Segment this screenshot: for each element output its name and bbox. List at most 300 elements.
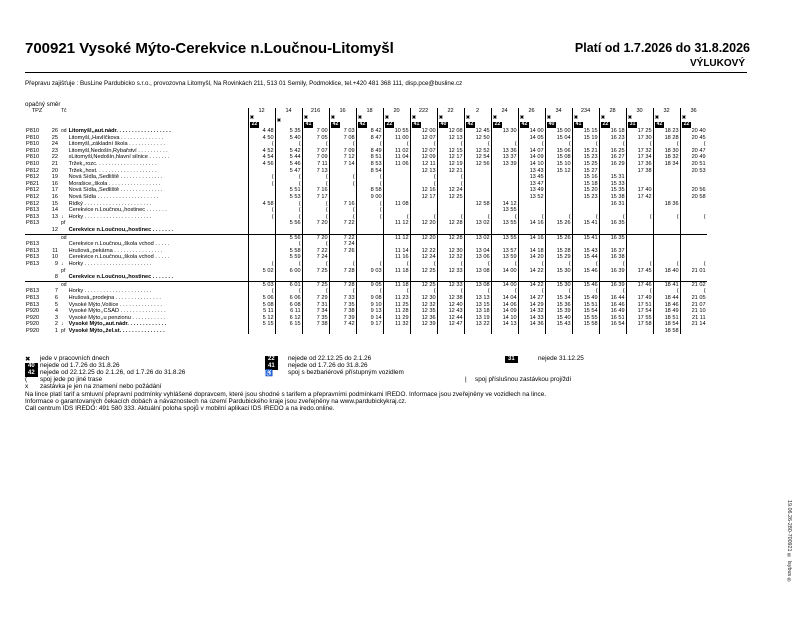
row-marker — [275, 174, 286, 181]
note-41-badge: 41 — [265, 363, 278, 370]
row-marker — [626, 234, 637, 241]
departure-time: 12 21 — [448, 167, 463, 174]
station-name: Litomyšl,,Havlíčkova . . . . . . . . . . . . . . — [68, 135, 249, 142]
departure-time — [367, 274, 384, 281]
row-marker — [491, 187, 502, 194]
row-marker — [410, 321, 421, 328]
departure-time: 12 56 — [475, 161, 490, 168]
row-marker — [383, 135, 394, 142]
row-marker — [545, 301, 556, 308]
table-row — [25, 274, 707, 281]
departure-time: ( — [379, 260, 382, 267]
row-marker — [329, 308, 340, 315]
row-marker — [437, 295, 448, 302]
row-marker — [464, 308, 475, 315]
arr-dep-cell — [60, 227, 68, 234]
row-marker — [329, 267, 340, 274]
arr-dep-cell — [60, 135, 68, 142]
row-marker — [464, 141, 475, 148]
zone-cell — [25, 234, 49, 241]
row-marker — [383, 261, 394, 268]
departure-time — [610, 207, 627, 214]
row-marker — [464, 274, 475, 281]
departure-time — [259, 274, 276, 281]
departure-time: 9 05 — [367, 281, 384, 288]
departure-time: ( — [541, 141, 544, 148]
departure-time: ( — [514, 288, 517, 295]
departure-time: 16 54 — [610, 321, 625, 328]
departure-time — [475, 328, 492, 335]
departure-time: ( — [568, 288, 571, 295]
table-row — [25, 174, 707, 181]
departure-time — [340, 274, 357, 281]
departure-time: 15 27 — [583, 167, 598, 174]
row-marker — [329, 174, 340, 181]
row-marker — [464, 148, 475, 155]
row-marker — [410, 315, 421, 322]
row-marker — [248, 135, 259, 142]
departure-time — [529, 241, 546, 248]
row-marker — [410, 148, 421, 155]
departure-time — [664, 234, 681, 241]
station-name: Cerekvice n.Loučnou,,škola vchod . . . . . — [68, 241, 249, 248]
row-marker — [437, 281, 448, 288]
row-marker — [356, 168, 367, 175]
workdays-icon: ✖ — [492, 115, 498, 121]
departure-time — [421, 241, 438, 248]
trip-number: 16 — [329, 108, 356, 115]
row-marker — [626, 154, 637, 161]
departure-time: 17 54 — [637, 308, 652, 315]
row-marker — [410, 328, 421, 335]
departure-time: ( — [406, 260, 409, 267]
departure-time: 17 40 — [637, 187, 652, 194]
departure-time: 15 43 — [583, 247, 598, 254]
row-marker — [491, 194, 502, 201]
row-marker — [464, 227, 475, 234]
departure-time: 7 13 — [316, 167, 328, 174]
departure-time: 12 35 — [421, 308, 436, 315]
row-marker — [383, 241, 394, 248]
row-marker — [464, 207, 475, 214]
departure-time: ( — [541, 213, 544, 220]
departure-time: ( — [352, 141, 355, 148]
row-marker — [518, 328, 529, 335]
departure-time: ( — [595, 260, 598, 267]
departure-time: 7 31 — [316, 301, 328, 308]
row-marker — [680, 227, 691, 234]
timetable-type: VÝLUKOVÝ — [689, 58, 745, 69]
row-marker — [491, 288, 502, 295]
row-marker — [572, 135, 583, 142]
departure-time: ( — [649, 141, 652, 148]
departure-time: 7 09 — [343, 147, 355, 154]
row-marker — [572, 168, 583, 175]
departure-time: ( — [271, 260, 274, 267]
departure-time: 5 56 — [289, 220, 301, 227]
table-row — [25, 234, 707, 241]
departure-time — [691, 328, 707, 335]
table-row — [25, 148, 707, 155]
row-marker — [275, 194, 286, 201]
row-marker — [275, 135, 286, 142]
row-marker — [599, 207, 610, 214]
row-marker — [410, 308, 421, 315]
departure-time: ( — [379, 180, 382, 187]
departure-time: 12 17 — [421, 194, 436, 201]
zone-cell: P821 — [26, 180, 40, 187]
departure-time: 15 26 — [556, 220, 571, 227]
departure-time: 13 49 — [529, 187, 544, 194]
row-marker — [545, 214, 556, 221]
departure-time: 9 17 — [370, 321, 382, 328]
departure-time: 7 20 — [316, 220, 328, 227]
row-marker — [410, 261, 421, 268]
row-marker — [599, 308, 610, 315]
km-cell — [49, 234, 60, 241]
row-marker — [248, 154, 259, 161]
departure-time: ( — [379, 200, 382, 207]
departure-time: 13 55 — [502, 220, 517, 227]
departure-time: 18 23 — [664, 128, 679, 135]
row-marker — [518, 174, 529, 181]
departure-time: 15 21 — [583, 147, 598, 154]
departure-time: 21 01 — [691, 267, 706, 274]
row-marker — [302, 248, 313, 255]
departure-time: 13 08 — [475, 281, 490, 288]
row-marker — [302, 181, 313, 188]
row-marker — [437, 161, 448, 168]
row-marker — [248, 234, 259, 241]
departure-time: 12 19 — [448, 161, 463, 168]
departure-time: 15 04 — [556, 134, 571, 141]
row-marker — [491, 161, 502, 168]
workdays-icon: ✖ — [681, 115, 687, 121]
row-marker — [356, 315, 367, 322]
trip-note-badge: 22 — [683, 121, 690, 128]
km-cell: 7 — [54, 288, 58, 295]
departure-time: 7 16 — [343, 200, 355, 207]
row-marker — [356, 267, 367, 274]
row-marker — [491, 254, 502, 261]
departure-time: 8 42 — [370, 128, 382, 135]
row-marker — [410, 141, 421, 148]
departure-time: ( — [298, 288, 301, 295]
departure-time — [394, 174, 411, 181]
row-marker — [653, 321, 664, 328]
trip-note-badge: 22 — [386, 121, 393, 128]
row-marker — [437, 154, 448, 161]
departure-time: 12 58 — [475, 200, 490, 207]
km-cell: 25 — [51, 134, 58, 141]
row-marker — [626, 214, 637, 221]
departure-time: 15 41 — [583, 220, 598, 227]
row-marker — [653, 261, 664, 268]
departure-time: 18 58 — [664, 327, 679, 334]
row-marker — [437, 254, 448, 261]
departure-time: 13 18 — [475, 308, 490, 315]
row-marker — [302, 201, 313, 208]
departure-time: ( — [649, 213, 652, 220]
station-name: Tržek,,host. . . . . . . . . . . . . . . . . . . . — [68, 168, 249, 175]
departure-time: ( — [460, 288, 463, 295]
departure-time: 14 10 — [529, 161, 544, 168]
row-marker — [275, 315, 286, 322]
departure-time — [259, 194, 276, 201]
departure-time — [529, 274, 546, 281]
row-marker — [329, 194, 340, 201]
departure-time: 7 24 — [316, 254, 328, 261]
departure-time: 13 02 — [475, 220, 490, 227]
row-marker — [383, 301, 394, 308]
row-marker — [329, 295, 340, 302]
km-cell: 2 — [54, 321, 58, 328]
row-marker — [356, 227, 367, 234]
departure-time: 16 31 — [610, 200, 625, 207]
departure-time: 16 49 — [610, 308, 625, 315]
departure-time: 5 12 — [262, 314, 274, 321]
departure-time: ( — [568, 260, 571, 267]
row-marker — [275, 328, 286, 335]
departure-time: 13 08 — [475, 267, 490, 274]
departure-time: 15 49 — [583, 294, 598, 301]
row-marker — [599, 234, 610, 241]
table-row — [25, 308, 707, 315]
departure-time: 15 10 — [556, 161, 571, 168]
row-marker — [275, 161, 286, 168]
departure-time: 15 39 — [556, 308, 571, 315]
row-marker — [653, 234, 664, 241]
departure-time: 11 00 — [394, 134, 409, 141]
row-marker — [491, 301, 502, 308]
departure-time — [394, 187, 411, 194]
row-marker — [653, 154, 664, 161]
row-marker — [248, 281, 259, 288]
direction-label: opačný směr — [25, 101, 61, 108]
departure-time — [664, 194, 681, 201]
departure-time: 9 14 — [370, 314, 382, 321]
departure-time — [367, 328, 384, 335]
row-marker — [626, 288, 637, 295]
departure-time: ( — [271, 213, 274, 220]
departure-time — [664, 174, 681, 181]
row-marker — [356, 141, 367, 148]
departure-time: ( — [460, 174, 463, 181]
operator-info: Přepravu zajišťuje : BusLine Pardubicko s.r.o., provozovna Litomyšl, Na Rovinkách 211, 513 01 Semily, Podmoklice, tel.+420 481 368 111, disp.pce@busline.cz — [25, 80, 463, 87]
departure-time: 14 33 — [529, 314, 544, 321]
row-marker — [437, 267, 448, 274]
departure-time: 5 35 — [289, 128, 301, 135]
row-marker — [437, 321, 448, 328]
col-tpz-header: TPZ — [31, 108, 43, 115]
row-marker — [572, 254, 583, 261]
departure-time: 15 55 — [583, 314, 598, 321]
departure-time — [475, 194, 492, 201]
departure-time: ( — [352, 174, 355, 181]
row-marker — [491, 267, 502, 274]
departure-time: ( — [271, 141, 274, 148]
km-cell: 16 — [51, 180, 58, 187]
row-marker — [491, 241, 502, 248]
row-marker — [248, 274, 259, 281]
departure-time: 20 49 — [691, 154, 706, 161]
departure-time: 16 44 — [610, 294, 625, 301]
departure-time: 5 15 — [262, 321, 274, 328]
row-marker — [518, 148, 529, 155]
row-marker — [599, 254, 610, 261]
row-marker — [653, 214, 664, 221]
row-marker — [599, 241, 610, 248]
departure-time: 18 49 — [664, 308, 679, 315]
departure-time: 14 06 — [502, 301, 517, 308]
row-marker — [356, 321, 367, 328]
row-marker — [410, 181, 421, 188]
row-marker — [572, 308, 583, 315]
row-marker — [626, 281, 637, 288]
row-marker — [356, 201, 367, 208]
workdays-icon: ✖ — [330, 115, 336, 121]
row-marker — [302, 321, 313, 328]
row-marker — [329, 248, 340, 255]
wheelchair-icon: ♿ — [265, 370, 273, 377]
departure-time: 13 59 — [502, 254, 517, 261]
departure-time: ( — [379, 288, 382, 295]
trip-number: 30 — [626, 108, 653, 115]
arr-dep-cell — [60, 207, 68, 214]
row-marker — [410, 248, 421, 255]
trip-number: 28 — [599, 108, 626, 115]
departure-time — [367, 254, 384, 261]
row-marker — [329, 207, 340, 214]
departure-time: 5 11 — [263, 308, 274, 315]
departure-time — [610, 241, 627, 248]
row-marker — [464, 234, 475, 241]
row-marker — [302, 308, 313, 315]
departure-time: 12 33 — [448, 281, 463, 288]
table-row — [25, 241, 707, 248]
row-marker — [599, 135, 610, 142]
row-marker — [518, 168, 529, 175]
departure-time — [637, 254, 654, 261]
row-marker — [302, 207, 313, 214]
row-marker — [329, 214, 340, 221]
trip-header — [248, 115, 275, 128]
row-marker — [491, 141, 502, 148]
row-marker — [464, 168, 475, 175]
station-name: Nová Sídla,,Sedliště . . . . . . . . . . . . . . — [68, 187, 249, 194]
trip-number: 22 — [437, 108, 464, 115]
row-marker — [356, 207, 367, 214]
row-marker — [545, 201, 556, 208]
row-marker — [437, 328, 448, 335]
zone-cell: P920 — [26, 308, 40, 315]
departure-time: 15 16 — [583, 174, 598, 181]
departure-time — [502, 187, 519, 194]
km-cell: 12 — [51, 227, 58, 233]
row-marker — [545, 168, 556, 175]
departure-time — [691, 181, 707, 188]
row-marker — [275, 261, 286, 268]
zone-cell — [25, 281, 49, 288]
departure-time: 7 42 — [343, 321, 355, 328]
row-marker — [491, 220, 502, 227]
departure-time — [583, 227, 600, 234]
departure-time: 12 30 — [448, 247, 463, 254]
row-marker — [545, 261, 556, 268]
departure-time — [313, 328, 330, 335]
arr-dep-cell — [60, 201, 68, 208]
row-marker — [383, 187, 394, 194]
departure-time — [259, 234, 276, 241]
zone-cell: P812 — [26, 200, 40, 207]
departure-time: 12 33 — [448, 267, 463, 274]
row-marker — [626, 187, 637, 194]
departure-time: 16 35 — [610, 234, 625, 241]
trip-note-badge: 22 — [251, 121, 258, 128]
row-marker — [329, 234, 340, 241]
departure-time: 12 25 — [421, 267, 436, 274]
departure-time: 13 37 — [502, 154, 517, 161]
departure-time: ( — [676, 141, 679, 148]
km-cell: 1 — [54, 327, 58, 334]
departure-time — [448, 201, 465, 208]
arr-dep-cell: př — [61, 220, 66, 227]
departure-time: 18 34 — [664, 161, 679, 168]
departure-time: 15 08 — [556, 154, 571, 161]
row-marker — [437, 301, 448, 308]
departure-time: 12 40 — [448, 301, 463, 308]
departure-time: 4 52 — [262, 147, 274, 154]
table-row — [25, 194, 707, 201]
departure-time: 12 38 — [448, 294, 463, 301]
row-marker — [383, 281, 394, 288]
workdays-icon: ✖ — [573, 115, 579, 121]
departure-time — [448, 328, 465, 335]
departure-time — [556, 241, 573, 248]
row-marker — [302, 227, 313, 234]
departure-time: 7 28 — [343, 267, 355, 274]
departure-time: 13 04 — [475, 247, 490, 254]
departure-time — [691, 227, 707, 234]
departure-time: 12 43 — [448, 308, 463, 315]
departure-time: 18 54 — [664, 321, 679, 328]
arr-dep-cell: př — [61, 267, 66, 274]
departure-time: 14 29 — [529, 301, 544, 308]
departure-time: 4 50 — [262, 134, 274, 141]
km-cell — [49, 281, 60, 288]
departure-time — [448, 207, 465, 214]
row-marker — [356, 135, 367, 142]
station-name: Morašice,,škola . . . . . . . . . . . . . . . . . — [68, 181, 249, 188]
row-marker — [680, 308, 691, 315]
departure-time: 6 08 — [289, 301, 301, 308]
departure-time: 15 38 — [610, 194, 625, 201]
row-marker — [275, 308, 286, 315]
row-marker — [410, 187, 421, 194]
departure-time: 14 04 — [502, 294, 517, 301]
departure-time: 5 03 — [259, 281, 276, 288]
row-marker — [275, 220, 286, 227]
row-marker — [599, 201, 610, 208]
departure-time — [259, 220, 276, 227]
row-marker — [518, 308, 529, 315]
station-name: xLitomyšl,Nedošín,hlavní silnice . . . . . . . — [68, 154, 249, 161]
row-marker — [437, 141, 448, 148]
departure-time: 16 51 — [610, 314, 625, 321]
row-marker — [356, 220, 367, 227]
row-marker — [626, 148, 637, 155]
workdays-icon: ✖ — [654, 115, 660, 121]
